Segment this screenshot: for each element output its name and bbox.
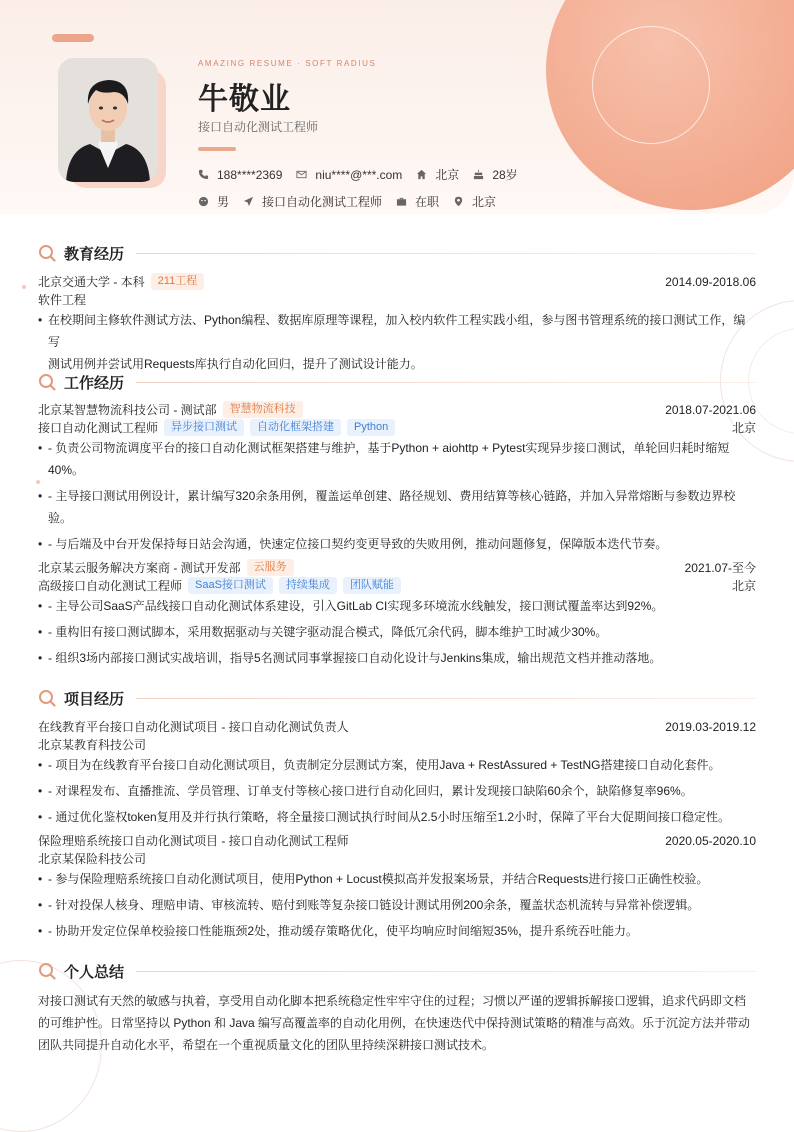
skill-tag: 团队赋能 [343, 577, 401, 594]
major-name: 软件工程 [38, 293, 87, 307]
job-bullet [38, 485, 756, 529]
home-icon [416, 169, 427, 180]
decorative-dot [22, 285, 26, 289]
home-text: 北京 [435, 168, 460, 182]
section-search-icon [38, 373, 56, 391]
section-title: 教育经历 [64, 245, 125, 263]
mail-icon [296, 169, 307, 180]
section-search-icon [38, 962, 56, 980]
status-item [396, 193, 439, 210]
location-text: 北京 [472, 195, 497, 209]
job-bullet: • - 重构旧有接口测试脚本，采用数据驱动与关键字驱动混合模式，降低冗余代码，脚本维护工时减少30%。 [38, 621, 756, 643]
school-name: 北京交通大学 - 本科 [38, 275, 145, 289]
phone-item [198, 168, 282, 182]
gender-icon [198, 196, 209, 207]
person-portrait-icon [58, 58, 158, 182]
job-bullet: • - 与后端及中台开发保持每日站会沟通，快速定位接口契约变更导致的失败用例，推动问题修复，保障版本迭代节奏。 [38, 533, 756, 555]
job-bullet: • - 主导公司SaaS产品线接口自动化测试体系建设，引入GitLab CI实现多环境流水线触发，接口测试覆盖率达到92%。 [38, 595, 756, 617]
section-title: 个人总结 [64, 963, 125, 981]
education-major-row [38, 291, 756, 308]
location-icon [453, 196, 464, 207]
email-item [296, 168, 402, 182]
section-education-header [38, 242, 756, 264]
candidate-job-title: 接口自动化测试工程师 [198, 120, 319, 134]
section-search-icon [38, 244, 56, 262]
decorative-pill [52, 34, 94, 42]
job-role-row [38, 577, 756, 594]
summary-line: 的可维护性。日常坚持以 Python 和 Java 编写高覆盖率的自动化用例，在快速迭代中保持测试策略的精准与高效。乐于沉淀方法并带动 [38, 1016, 751, 1030]
section-divider [136, 698, 756, 699]
project-bullet: • - 对课程发布、直播推流、学员管理、订单支付等核心接口进行自动化回归，累计发现接口缺陷60余个，缺陷修复率96%。 [38, 780, 756, 802]
project-bullet: • - 协助开发定位保单校验接口性能瓶颈2处，推动缓存策略优化，使平均响应时间缩短35%，提升系统吞吐能力。 [38, 920, 756, 942]
bullet-line: • - 负责公司物流调度平台的接口自动化测试框架搭建与维护，基于Python + aiohttp + Pytest实现异步接口测试，单轮回归耗时缩短 [48, 441, 730, 455]
skill-tag: 自动化框架搭建 [250, 419, 341, 436]
job-header [38, 559, 756, 576]
bullet-line: • - 主导接口测试用例设计，累计编写320余条用例，覆盖运单创建、路径规划、费用结算等核心链路，并加入异常熔断与参数边界校 [48, 489, 736, 503]
job-role: 高级接口自动化测试工程师 [38, 579, 183, 593]
section-title: 项目经历 [64, 690, 125, 708]
company-name: 北京某智慧物流科技公司 - 测试部 [38, 403, 217, 417]
age-text: 28岁 [492, 168, 518, 182]
job-role: 接口自动化测试工程师 [38, 421, 159, 435]
company-tag: 云服务 [247, 559, 294, 576]
job-bullet: • - 组织3场内部接口测试实战培训，指导5名测试同事掌握接口自动化设计与Jenkins集成，输出规范文档并推动落地。 [38, 647, 756, 669]
project-header [38, 718, 756, 735]
project-name: 保险理赔系统接口自动化测试项目 - 接口自动化测试工程师 [38, 834, 349, 848]
education-period: 2014.09-2018.06 [665, 274, 756, 289]
summary-line: 对接口测试有天然的敏感与执着，享受用自动化脚本把系统稳定性牢牢守住的过程；习惯以严谨的逻辑拆解接口逻辑，追求代码即文档 [38, 994, 747, 1008]
email-text: niu****@***.com [315, 167, 403, 182]
skill-tag: SaaS接口测试 [188, 577, 273, 594]
bullet-line: 40%。 [48, 463, 85, 477]
job-period: 2021.07-至今 [684, 561, 756, 575]
skill-tag: Python [347, 419, 395, 436]
school-tag: 211工程 [151, 273, 205, 290]
project-bullet: • - 针对投保人核身、理赔申请、审核流转、赔付到账等复杂接口链设计测试用例200余条，覆盖状态机流转与异常补偿逻辑。 [38, 894, 756, 916]
project-header [38, 832, 756, 849]
target-text: 接口自动化测试工程师 [262, 195, 383, 209]
project-org-row [38, 850, 756, 867]
education-entry-header [38, 273, 756, 290]
section-search-icon [38, 689, 56, 707]
send-icon [243, 196, 254, 207]
company-tag: 智慧物流科技 [223, 401, 303, 418]
target-item [243, 193, 382, 210]
briefcase-icon [396, 196, 407, 207]
job-period: 2018.07-2021.06 [665, 402, 756, 417]
project-bullet: • - 通过优化鉴权token复用及并行执行策略，将全量接口测试执行时间从2.5小时压缩至1.2小时，保障了平台大促期间接口稳定性。 [38, 806, 756, 828]
age-item [473, 166, 517, 183]
project-period: 2020.05-2020.10 [665, 833, 756, 848]
project-org: 北京某保险科技公司 [38, 852, 147, 866]
gender-item [198, 193, 229, 210]
project-org: 北京某教育科技公司 [38, 738, 147, 752]
gender-text: 男 [217, 195, 230, 209]
project-name: 在线教育平台接口自动化测试项目 - 接口自动化测试负责人 [38, 720, 349, 734]
section-divider [136, 253, 756, 254]
skill-tag: 持续集成 [279, 577, 337, 594]
project-period: 2019.03-2019.12 [665, 719, 756, 734]
resume-eyebrow: AMAZING RESUME · SOFT RADIUS [198, 59, 377, 68]
avatar [58, 58, 158, 182]
company-name: 北京某云服务解决方案商 - 测试开发部 [38, 561, 241, 575]
home-item [416, 166, 459, 183]
section-title: 工作经历 [64, 374, 125, 392]
project-bullet: • - 项目为在线教育平台接口自动化测试项目，负责制定分层测试方案，使用Java + RestAssured + TestNG搭建接口自动化套件。 [38, 754, 756, 776]
contact-row [198, 166, 532, 183]
bullet-line: 测试用例并尝试用Requests库执行自动化回归，提升了测试设计能力。 [48, 357, 423, 371]
decorative-ring [592, 26, 710, 144]
job-role-row [38, 419, 756, 436]
phone-icon [198, 169, 209, 180]
bullet-line: 验。 [48, 511, 73, 525]
age-icon [473, 169, 484, 180]
summary-paragraph [38, 990, 756, 1056]
location-item [453, 193, 496, 210]
summary-line: 团队共同提升自动化水平，希望在一个重视质量文化的团队里持续深耕接口测试技术。 [38, 1038, 495, 1052]
job-city: 北京 [731, 421, 756, 435]
job-bullet [38, 437, 756, 481]
bullet-line: • 在校期间主修软件测试方法、Python编程、数据库原理等课程，加入校内软件工程实践小组，参与图书管理系统的接口测试工作，编写 [48, 313, 746, 349]
job-city: 北京 [731, 579, 756, 593]
title-underline [198, 147, 236, 151]
status-text: 在职 [415, 195, 440, 209]
phone-text: 188****2369 [217, 167, 283, 182]
section-divider [136, 971, 756, 972]
job-header [38, 401, 756, 418]
education-bullet [38, 309, 756, 375]
section-divider [136, 382, 756, 383]
project-org-row [38, 736, 756, 753]
section-work-header [38, 371, 756, 393]
project-bullet: • - 参与保险理赔系统接口自动化测试项目，使用Python + Locust模拟高并发报案场景，并结合Requests进行接口正确性校验。 [38, 868, 756, 890]
section-projects-header [38, 687, 756, 709]
section-summary-header [38, 960, 756, 982]
profile-row [198, 193, 510, 210]
candidate-name: 牛敬业 [198, 83, 291, 116]
skill-tag: 异步接口测试 [164, 419, 244, 436]
